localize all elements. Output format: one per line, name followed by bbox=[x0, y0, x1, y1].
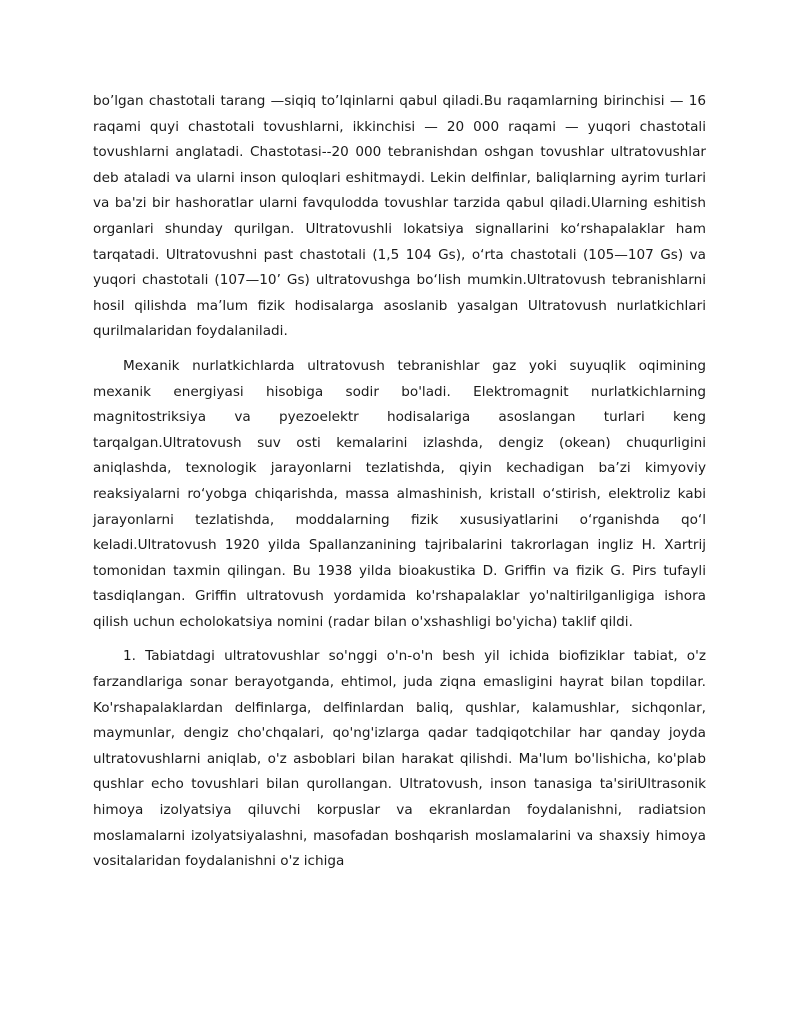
document-page bbox=[93, 89, 706, 875]
paragraph-ultrasound-in-nature: 1. Tabiatdagi ultratovushlar so'nggi o'n-o'n besh yil ichida biofiziklar tabiat, o'z farzandlariga sonar berayotganda, ehtimol, juda ziqna emasligini hayrat bilan topdilar. Ko'rshapalaklardan delfinlarga, delfinlardan baliq, qushlar, kalamushlar, sichqonlar, maymunlar, dengiz cho'chqalari, qo'ng'izlarga qadar tadqiqotchilar har qanday joyda ultratovushlarni aniqlab, o'z asboblari bilan harakat qilishdi. Ma'lum bo'lishicha, ko'plab qushlar echo tovushlari bilan qurollangan. Ultratovush, inson tanasiga ta'siriUltrasonik himoya izolyatsiya qiluvchi korpuslar va ekranlardan foydalanishni, radiatsion moslamalarni izolyatsiyalashni, masofadan boshqarish moslamalarini va shaxsiy himoya vositalaridan foydalanishni o'z ichiga bbox=[93, 648, 706, 870]
paragraph-continuation: bo’lgan chastotali tarang —siqiq to’lqinlarni qabul qiladi.Bu raqamlarning birinchisi — 16 raqami quyi chastotali tovushlarni, ikkinchisi — 20 000 raqami — yuqori chastotali tovushlarni anglatadi. Chastotasi--20 000 tebranishdan oshgan tovushlar ultratovushlar deb ataladi va ularni inson quloqlari eshitmaydi. Lekin delfinlar, baliqlarning ayrim turlari va ba'zi bir hashoratlar ularni favqulodda tovushlar tarzida qabul qiladi.Ularning eshitish organlari shunday qurilgan. Ultratovushli lokatsiya signallarini ko‘rshapalaklar ham tarqatadi. Ultratovushni past chastotali (1,5 104 Gs), o‘rta chastotali (105—107 Gs) va yuqori chastotali (107—10’ Gs) ultratovushga bo‘lish mumkin.Ultratovush tebranishlarni hosil qilishda ma’lum fizik hodisalarga asoslanib yasalgan Ultratovush nurlatkichlari qurilmalaridan foydalaniladi. bbox=[93, 93, 706, 340]
paragraph-mechanical-emitters: Mexanik nurlatkichlarda ultratovush tebranishlar gaz yoki suyuqlik oqimining mexanik energiyasi hisobiga sodir bo'ladi. Elektromagnit nurlatkichlarning magnitostriksiya va pyezoelektr hodisalariga asoslangan turlari keng tarqalgan.Ultratovush suv osti kemalarini izlashda, dengiz (okean) chuqurligini aniqlashda, texnologik jarayonlarni tezlatishda, qiyin kechadigan ba’zi kimyoviy reaksiyalarni ro‘yobga chiqarishda, massa almashinish, kristall o‘stirish, elektroliz kabi jarayonlarni tezlatishda, moddalarning fizik xususiyatlarini o‘rganishda qo‘l keladi.Ultratovush 1920 yilda Spallanzanining tajribalarini takrorlagan ingliz H. Xartrij tomonidan taxmin qilingan. Bu 1938 yilda bioakustika D. Griffin va fizik G. Pirs tufayli tasdiqlangan. Griffin ultratovush yordamida ko'rshapalaklar yo'naltirilganligiga ishora qilish uchun echolokatsiya nomini (radar bilan o'xshashligi bo'yicha) taklif qildi. bbox=[93, 357, 706, 630]
